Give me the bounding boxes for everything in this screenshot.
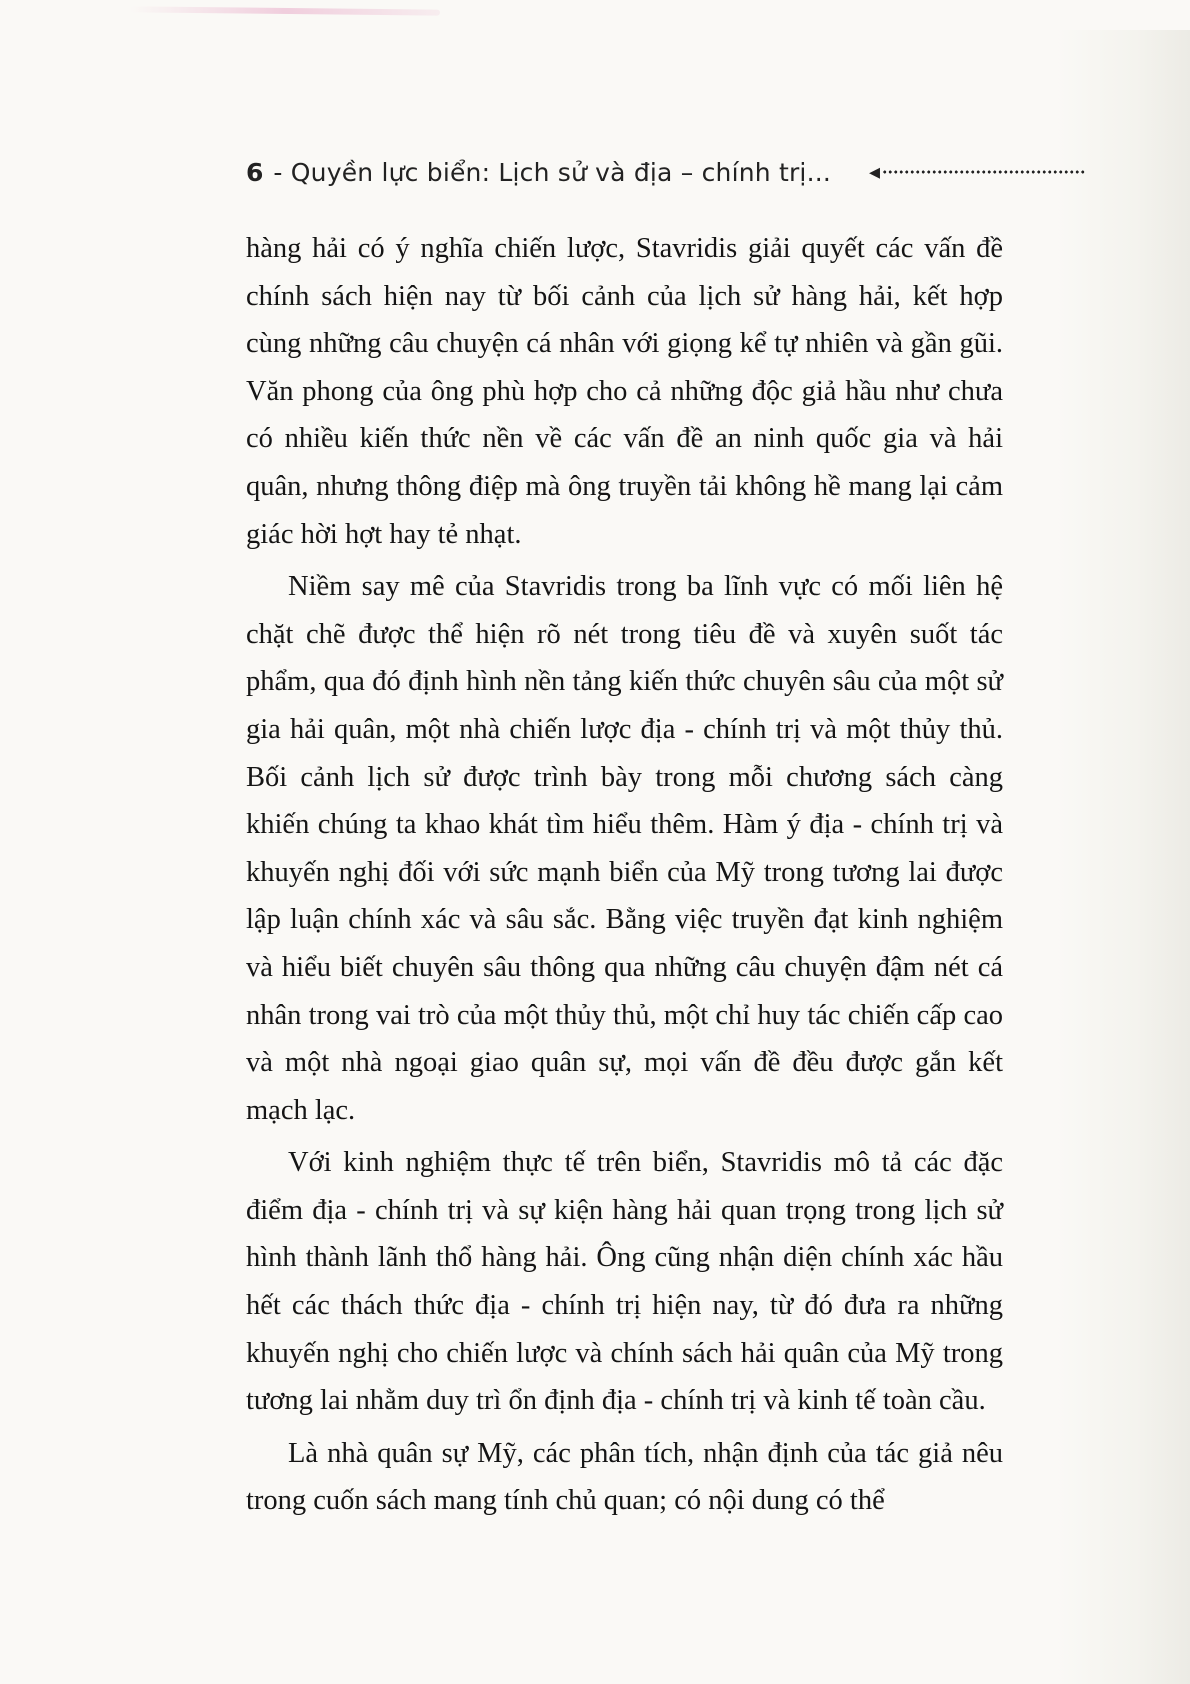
dotted-leader [882,169,1086,175]
arrow-left-icon: ◂ [869,159,881,185]
running-header-title: - Quyền lực biển: Lịch sử và địa – chính trị... [273,157,832,187]
body-text [246,225,1003,1525]
paragraph: Với kinh nghiệm thực tế trên biển, Stavridis mô tả các đặc điểm địa - chính trị và sự kiện hàng hải quan trọng trong lịch sử hình thành lãnh thổ hàng hải. Ông cũng nhận diện chính xác hầu hết các thách thức địa - chính trị hiện nay, từ đó đưa ra những khuyến nghị cho chiến lược và chính sách hải quân của Mỹ trong tương lai nhằm duy trì ổn định địa - chính trị và kinh tế toàn cầu. [246,1147,1003,1417]
paragraph-continued: hàng hải có ý nghĩa chiến lược, Stavridis giải quyết các vấn đề chính sách hiện nay từ bối cảnh của lịch sử hàng hải, kết hợp cùng những câu chuyện cá nhân với giọng kể tự nhiên và gần gũi. Văn phong của ông phù hợp cho cả những độc giả hầu như chưa có nhiều kiến thức nền về các vấn đề an ninh quốc gia và hải quân, nhưng thông điệp mà ông truyền tải không hề mang lại cảm giác hời hợt hay tẻ nhạt. [246,233,1003,550]
paragraph: Là nhà quân sự Mỹ, các phân tích, nhận định của tác giả nêu trong cuốn sách mang tính chủ quan; có nội dung có thể [246,1437,1003,1517]
highlighter-mark [130,6,440,15]
running-header [246,152,1006,192]
paragraph: Niềm say mê của Stavridis trong ba lĩnh vực có mối liên hệ chặt chẽ được thể hiện rõ nét trong tiêu đề và xuyên suốt tác phẩm, qua đó định hình nền tảng kiến thức chuyên sâu của một sử gia hải quân, một nhà chiến lược địa - chính trị và một thủy thủ. Bối cảnh lịch sử được trình bày trong mỗi chương sách càng khiến chúng ta khao khát tìm hiểu thêm. Hàm ý địa - chính trị và khuyến nghị đối với sức mạnh biển của Mỹ trong tương lai được lập luận chính xác và sâu sắc. Bằng việc truyền đạt kinh nghiệm và hiểu biết chuyên sâu thông qua những câu chuyện đậm nét cá nhân trong vai trò của một thủy thủ, một chỉ huy tác chiến cấp cao và một nhà ngoại giao quân sự, mọi vấn đề đều được gắn kết mạch lạc. [246,571,1003,1126]
page-number: 6 [246,157,264,187]
page-edge-shadow [1055,30,1190,1684]
